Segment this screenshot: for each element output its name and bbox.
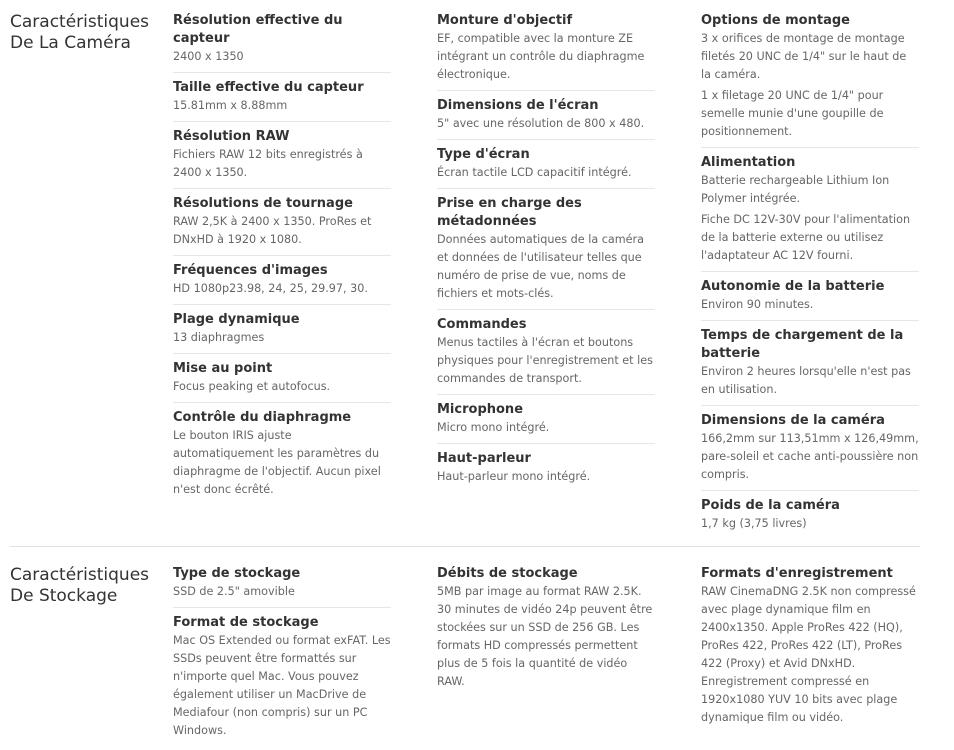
spec-value: RAW 2,5K à 2400 x 1350. ProRes et DNxHD à 1920 x 1080. — [173, 215, 372, 246]
spec-value: Fiche DC 12V-30V pour l'alimentation de la batterie externe ou utilisez l'adaptateur AC 12V fourni. — [701, 213, 911, 262]
spec-item — [437, 91, 655, 140]
spec-name: Haut-parleur — [437, 451, 531, 466]
spec-item — [437, 140, 655, 189]
spec-value: EF, compatible avec la monture ZE intégrant un contrôle du diaphragme électronique. — [437, 32, 645, 81]
spec-item — [173, 305, 391, 354]
spec-item — [701, 272, 919, 321]
storage-specs-column-1 — [173, 565, 391, 746]
spec-name: Résolution RAW — [173, 129, 290, 144]
camera-specs-column-1 — [173, 12, 391, 505]
storage-specs-column-2 — [437, 565, 655, 697]
spec-item — [437, 310, 655, 395]
spec-name: Temps de chargement de la batterie — [701, 328, 904, 361]
spec-name: Taille effective du capteur — [173, 80, 364, 95]
spec-name: Formats d'enregistrement — [701, 566, 893, 581]
spec-name: Débits de stockage — [437, 566, 578, 581]
spec-value: HD 1080p23.98, 24, 25, 29.97, 30. — [173, 282, 368, 295]
spec-value: RAW CinemaDNG 2.5K non compressé avec plage dynamique film en 2400x1350. Apple ProRes 422 (HQ), ProRes 422, ProRes 422 (LT), ProRes 422 (Proxy) et Avid DNxHD. Enregistrement compressé en 1920x1080 YUV 10 bits avec plage dynamique film ou vidéo. — [701, 585, 916, 724]
spec-value: Environ 90 minutes. — [701, 298, 814, 311]
spec-name: Prise en charge des métadonnées — [437, 196, 582, 229]
spec-value: 3 x orifices de montage de montage filetés 20 UNC de 1/4" sur le haut de la caméra. — [701, 32, 907, 81]
camera-specs-column-3 — [701, 12, 919, 539]
spec-item — [437, 395, 655, 444]
spec-value: Micro mono intégré. — [437, 421, 550, 434]
spec-value: Fichiers RAW 12 bits enregistrés à 2400 x 1350. — [173, 148, 363, 179]
spec-item — [173, 189, 391, 256]
spec-item — [173, 565, 391, 608]
spec-value: Batterie rechargeable Lithium Ion Polymer intégrée. — [701, 174, 890, 205]
spec-item — [437, 189, 655, 310]
spec-item — [701, 12, 919, 148]
spec-value: 13 diaphragmes — [173, 331, 265, 344]
camera-specs-title: Caractéristiques De La Caméra — [10, 12, 150, 53]
spec-name: Dimensions de l'écran — [437, 98, 599, 113]
spec-name: Contrôle du diaphragme — [173, 410, 352, 425]
spec-item — [173, 256, 391, 305]
spec-value: Environ 2 heures lorsqu'elle n'est pas en utilisation. — [701, 365, 911, 396]
spec-name: Plage dynamique — [173, 312, 300, 327]
spec-name: Autonomie de la batterie — [701, 279, 885, 294]
spec-item — [173, 608, 391, 746]
spec-value: 1,7 kg (3,75 livres) — [701, 517, 807, 530]
spec-name: Résolutions de tournage — [173, 196, 353, 211]
spec-name: Résolution effective du capteur — [173, 13, 343, 46]
spec-value: 2400 x 1350 — [173, 50, 244, 63]
spec-name: Monture d'objectif — [437, 13, 573, 28]
spec-item — [701, 148, 919, 272]
spec-name: Alimentation — [701, 155, 796, 170]
spec-item — [173, 73, 391, 122]
spec-value: Focus peaking et autofocus. — [173, 380, 331, 393]
spec-name: Options de montage — [701, 13, 850, 28]
spec-item — [701, 565, 919, 733]
spec-name: Poids de la caméra — [701, 498, 840, 513]
spec-item — [173, 12, 391, 73]
spec-value: Le bouton IRIS ajuste automatiquement les paramètres du diaphragme de l'objectif. Aucun pixel n'est donc écrêté. — [173, 429, 381, 496]
spec-name: Commandes — [437, 317, 527, 332]
spec-item — [701, 491, 919, 539]
spec-name: Dimensions de la caméra — [701, 413, 885, 428]
spec-name: Type de stockage — [173, 566, 301, 581]
spec-value: 5" avec une résolution de 800 x 480. — [437, 117, 645, 130]
spec-value: Données automatiques de la caméra et données de l'utilisateur telles que numéro de prise de vue, noms de fichiers et mots-clés. — [437, 233, 644, 300]
camera-specs-column-2 — [437, 12, 655, 492]
storage-specs-title: Caractéristiques De Stockage — [10, 565, 150, 606]
spec-value: Mac OS Extended ou format exFAT. Les SSDs peuvent être formattés sur n'importe quel Mac. Vous pouvez également utiliser un MacDrive de Mediafour (non compris) sur un PC Windows. — [173, 634, 391, 737]
spec-value: 1 x filetage 20 UNC de 1/4" pour semelle munie d'une goupille de positionnement. — [701, 89, 884, 138]
spec-value: 166,2mm sur 113,51mm x 126,49mm, pare-soleil et cache anti-poussière non compris. — [701, 432, 919, 481]
spec-name: Fréquences d'images — [173, 263, 328, 278]
spec-item — [701, 321, 919, 406]
spec-name: Type d'écran — [437, 147, 530, 162]
spec-value: Menus tactiles à l'écran et boutons physiques pour l'enregistrement et les commandes de transport. — [437, 336, 653, 385]
spec-item — [173, 403, 391, 505]
spec-item — [437, 565, 655, 697]
storage-specs-column-3 — [701, 565, 919, 733]
spec-value: Écran tactile LCD capacitif intégré. — [437, 166, 632, 179]
section-divider — [10, 546, 920, 547]
spec-value: 5MB par image au format RAW 2.5K. 30 minutes de vidéo 24p peuvent être stockées sur un SSD de 256 GB. Les formats HD compressés permettent plus de 5 fois la quantité de vidéo RAW. — [437, 585, 653, 688]
spec-name: Format de stockage — [173, 615, 319, 630]
spec-item — [437, 444, 655, 492]
spec-value: SSD de 2.5" amovible — [173, 585, 295, 598]
spec-name: Mise au point — [173, 361, 273, 376]
spec-value: Haut-parleur mono intégré. — [437, 470, 591, 483]
spec-value: 15.81mm x 8.88mm — [173, 99, 288, 112]
spec-item — [437, 12, 655, 91]
spec-item — [173, 354, 391, 403]
spec-item — [701, 406, 919, 491]
spec-item — [173, 122, 391, 189]
spec-name: Microphone — [437, 402, 524, 417]
